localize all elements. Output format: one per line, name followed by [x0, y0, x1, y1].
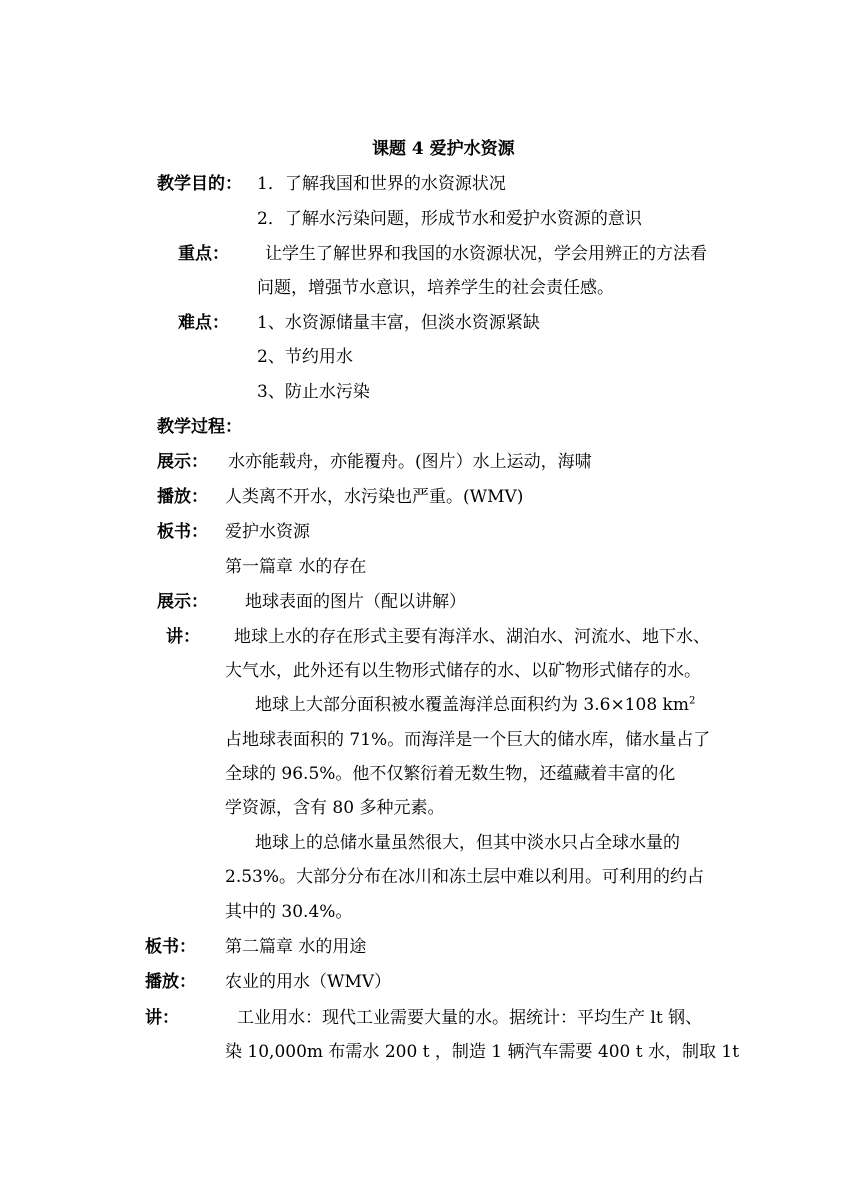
paragraph-line: 其中的 30.4%。	[225, 902, 353, 922]
paragraph-line: 地球上的总储水量虽然很大，但其中淡水只占全球水量的	[255, 833, 680, 853]
chapter-heading: 第二篇章 水的用途	[225, 937, 367, 957]
objective-item-2: 2．了解水污染问题，形成节水和爱护水资源的意识	[257, 209, 642, 229]
paragraph-line: 全球的 96.5%。他不仅繁衍着无数生物，还蕴藏着丰富的化	[225, 764, 676, 784]
section-text: 爱护水资源	[225, 522, 310, 542]
paragraph-line: 工业用水：现代工业需要大量的水。据统计：平均生产 lt 钢、	[237, 1008, 703, 1028]
difficulty-item-1: 1、水资源储量丰富，但淡水资源紧缺	[257, 313, 540, 333]
objective-item-1: 1．了解我国和世界的水资源状况	[257, 174, 506, 194]
paragraph-line-with-sup	[255, 694, 695, 716]
difficulties-label: 难点：	[178, 313, 229, 333]
section-text: 人类离不开水，水污染也严重。(WMV)	[225, 487, 524, 507]
paragraph-line: 染 10,000m 布需水 200 t ，制造 1 辆汽车需要 400 t 水，制取 1t	[225, 1042, 740, 1062]
section-label: 板书：	[145, 937, 196, 957]
section-label: 展示：	[157, 592, 208, 612]
section-label: 展示：	[157, 452, 208, 472]
key-points-label: 重点：	[178, 244, 229, 264]
section-text: 地球表面的图片（配以讲解）	[245, 592, 466, 612]
paragraph-line: 地球上水的存在形式主要有海洋水、湖泊水、河流水、地下水、	[234, 627, 710, 647]
section-label: 板书：	[157, 522, 208, 542]
objectives-label: 教学目的：	[157, 174, 242, 194]
section-label: 播放：	[157, 487, 208, 507]
paragraph-line: 大气水，此外还有以生物形式储存的水、以矿物形式储存的水。	[225, 661, 701, 681]
difficulty-item-3: 3、防止水污染	[257, 382, 370, 402]
section-label: 播放：	[145, 972, 196, 992]
paragraph-line: 学资源，含有 80 多种元素。	[225, 798, 445, 818]
process-label: 教学过程：	[157, 417, 242, 437]
paragraph-line: 2.53%。大部分分布在冰川和冻土层中难以利用。可利用的约占	[225, 867, 705, 887]
difficulty-item-2: 2、节约用水	[257, 347, 353, 367]
key-points-line-1: 让学生了解世界和我国的水资源状况，学会用辨正的方法看	[265, 244, 707, 264]
section-text: 水亦能载舟，亦能覆舟。(图片）水上运动，海啸	[228, 452, 592, 472]
superscript: 2	[688, 695, 696, 707]
key-points-line-2: 问题，增强节水意识，培养学生的社会责任感。	[257, 278, 614, 298]
page-title: 课题 4 爱护水资源	[372, 139, 515, 159]
chapter-heading: 第一篇章 水的存在	[225, 557, 367, 577]
paragraph-line: 地球上大部分面积被水覆盖海洋总面积约为 3.6×108 km	[255, 695, 689, 715]
section-label: 讲：	[166, 627, 200, 647]
section-text: 农业的用水（WMV）	[225, 972, 392, 992]
paragraph-line: 占地球表面积的 71%。而海洋是一个巨大的储水库，储水量占了	[225, 730, 711, 750]
section-label: 讲：	[145, 1008, 179, 1028]
